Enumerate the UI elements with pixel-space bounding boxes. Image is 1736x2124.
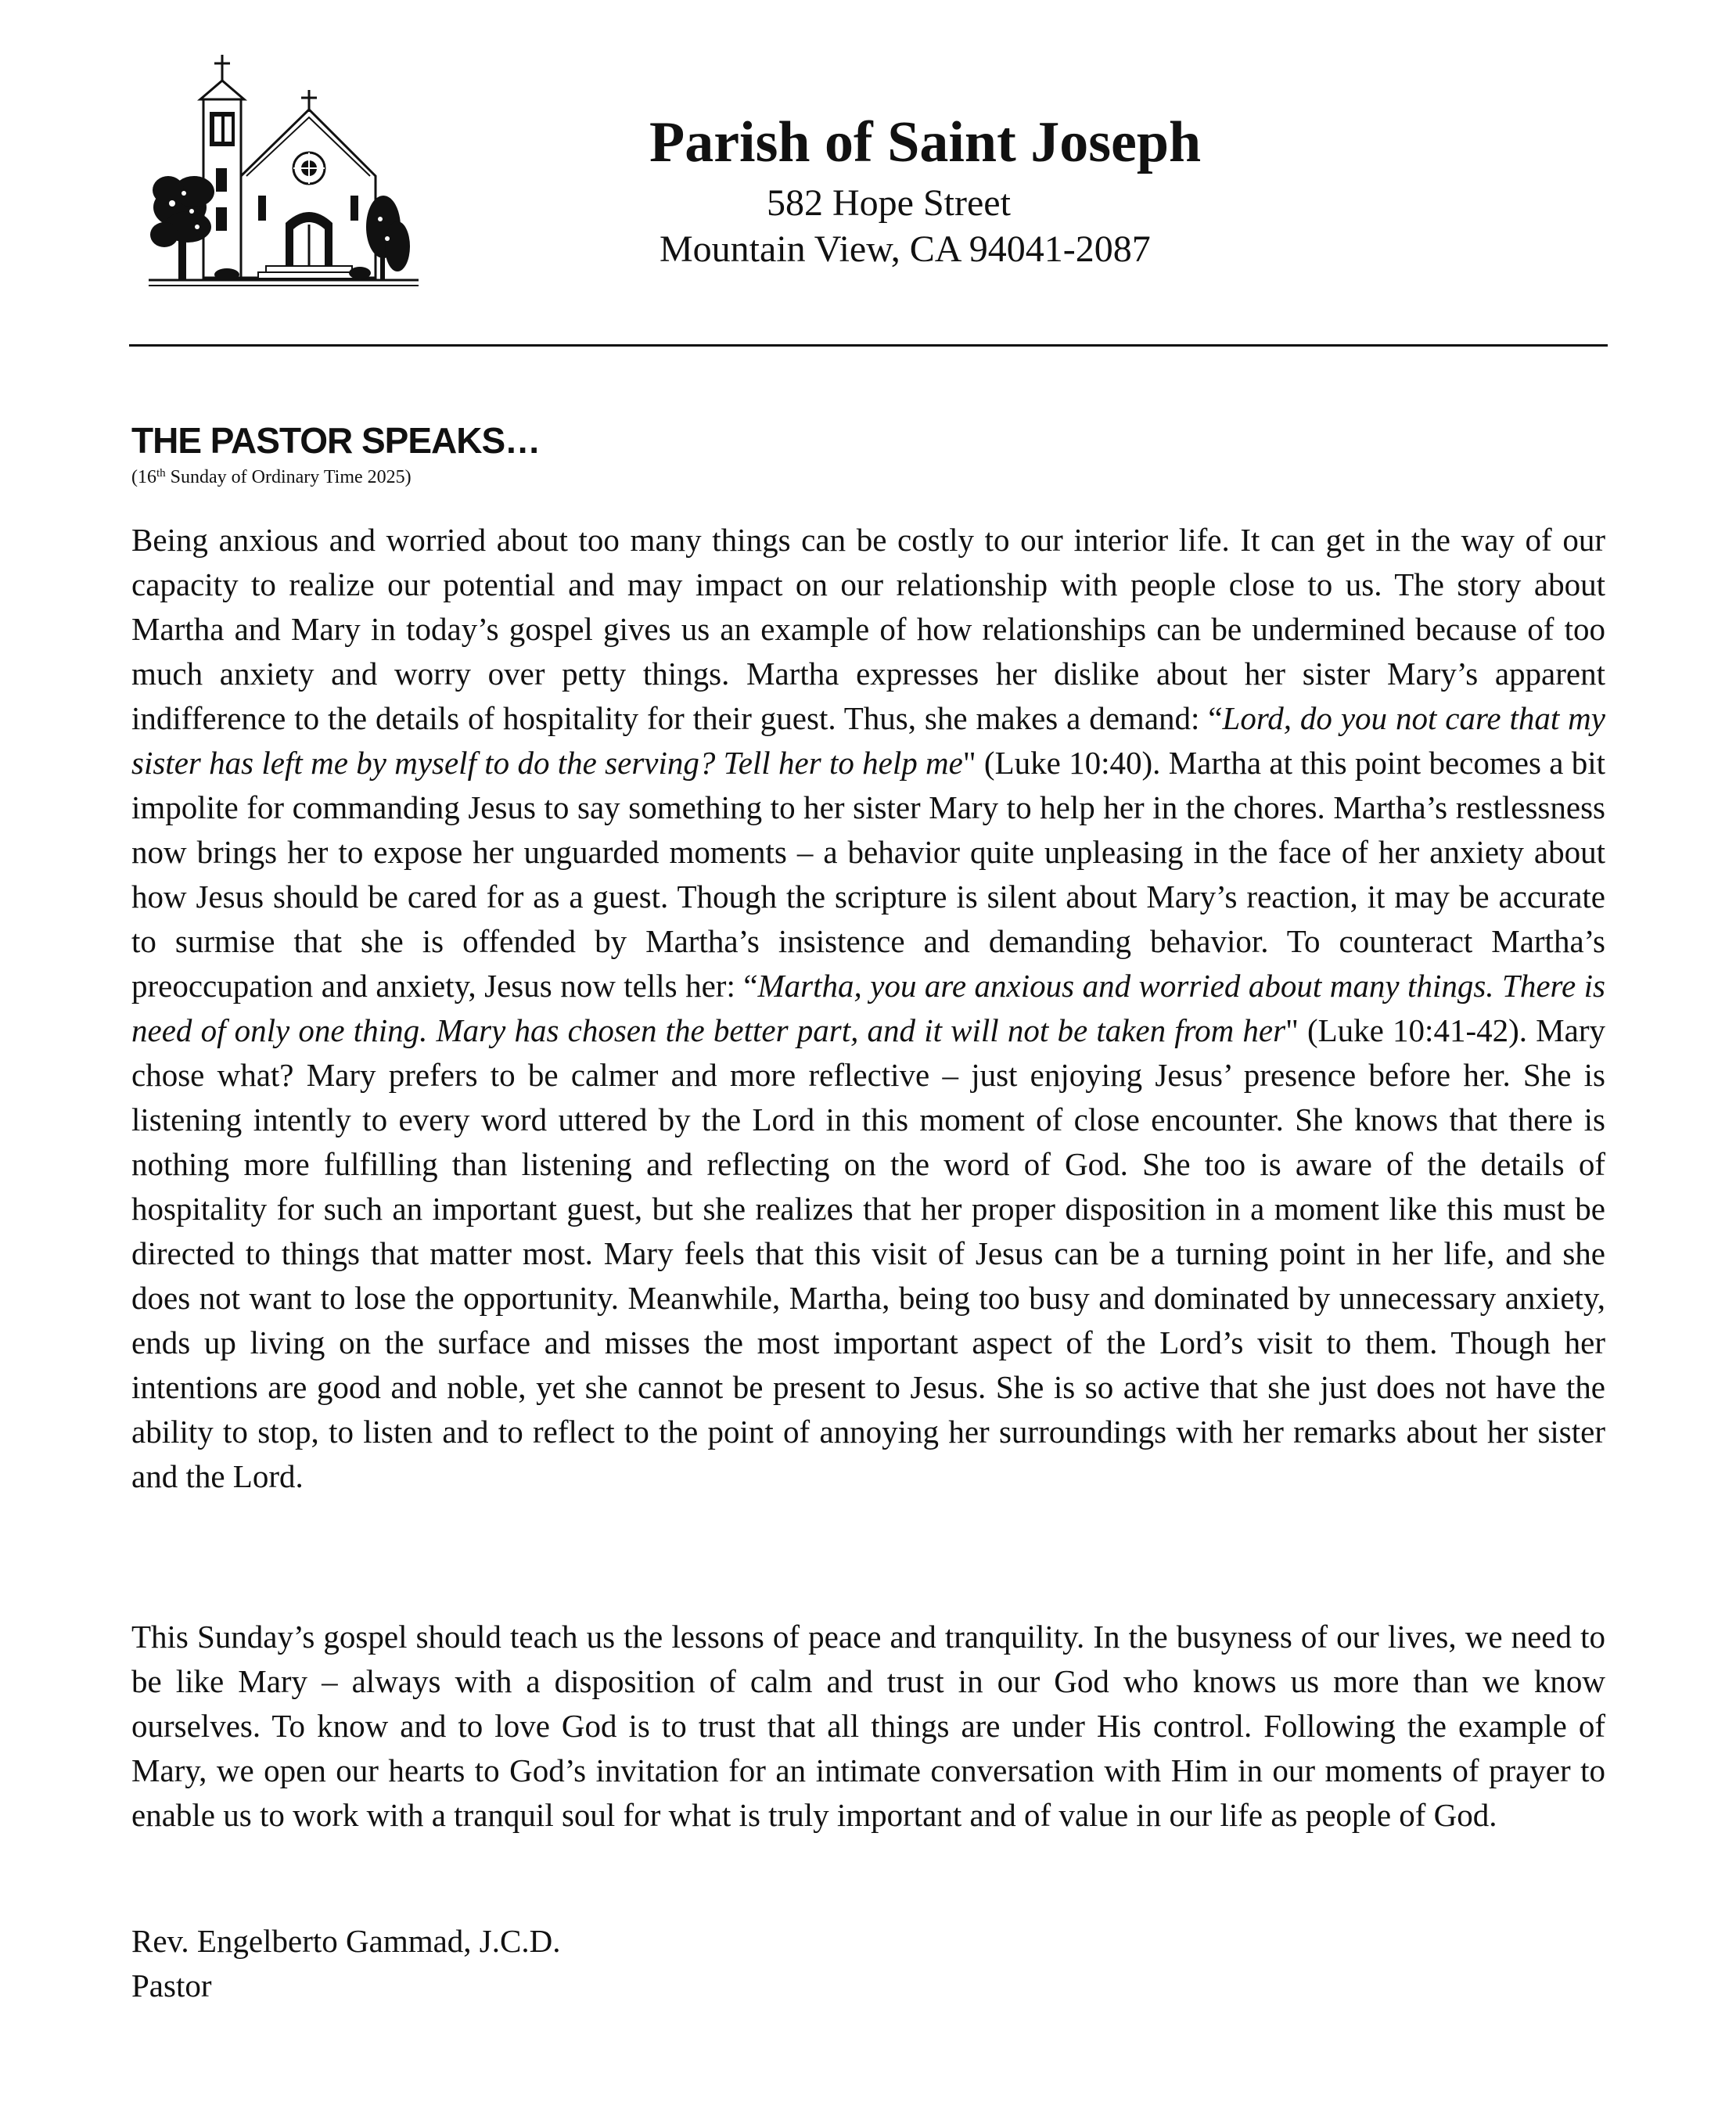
signature-title: Pastor	[131, 1968, 212, 2004]
signature-name: Rev. Engelberto Gammad, J.C.D.	[131, 1923, 561, 1959]
paragraph-1-text-b: " (Luke 10:40). Martha at this point becomes a bit impolite for commanding Jesus to say something to her sister Mary to help her in the chores. Martha’s restlessness now brings her to expose her unguarded moments – a behavior quite unpleasing in the face of her anxiety about how Jesus should be cared for as a guest. Though the scripture is silent about Mary’s reaction, it may be accurate to surmise that she is offended by Martha’s insistence and demanding behavior. To counteract Martha’s preoccupation and anxiety, Jesus now tells her: “	[131, 745, 1605, 1004]
article-subheading	[131, 468, 412, 487]
paragraph-1	[131, 518, 1605, 1499]
article-heading: THE PASTOR SPEAKS…	[131, 420, 541, 461]
header-divider	[129, 344, 1608, 347]
subheading-suffix: Sunday of Ordinary Time 2025)	[165, 467, 412, 487]
address-street: 582 Hope Street	[767, 182, 1011, 224]
scripture-quote-luke-10-41: Martha, you are anxious and worried about many things. There is need of only one thing. Mary has chosen the better part, and it will not be taken from her	[131, 968, 1605, 1048]
parish-name: Parish of Saint Joseph	[649, 110, 1202, 174]
scripture-quote-luke-10-40: Lord, do you not care that my sister has left me by myself to do the serving? Tell her to help me	[131, 700, 1605, 781]
subheading-ordinal-suffix: th	[156, 467, 166, 480]
paragraph-2: This Sunday’s gospel should teach us the lessons of peace and tranquility. In the busyness of our lives, we need to be like Mary – always with a disposition of calm and trust in our God who knows us more than we know ourselves. To know and to love God is to trust that all things are under His control. Following the example of Mary, we open our hearts to God’s invitation for an intimate conversation with Him in our moments of prayer to enable us to work with a tranquil soul for what is truly important and of value in our life as people of God.	[131, 1619, 1605, 1833]
subheading-prefix: (16	[131, 467, 156, 487]
church-icon	[149, 51, 419, 293]
signature-block	[131, 1919, 560, 2008]
paragraph-1-text-c: " (Luke 10:41-42). Mary chose what? Mary prefers to be calmer and more reflective – just enjoying Jesus’ presence before her. She is listening intently to every word uttered by the Lord in this moment of close encounter. She knows that there is nothing more fulfilling than listening and reflecting on the word of God. She too is aware of the details of hospitality for such an important guest, but she realizes that her proper disposition in a moment like this must be directed to things that matter most. Mary feels that this visit of Jesus can be a turning point in her life, and she does not want to lose the opportunity. Meanwhile, Martha, being too busy and dominated by unnecessary anxiety, ends up living on the surface and misses the most important aspect of the Lord’s visit to them. Though her intentions are good and noble, yet she cannot be present to Jesus. She is so active that she just does not have the ability to stop, to listen and to reflect to the point of annoying her surroundings with her remarks about her sister and the Lord.	[131, 1012, 1605, 1494]
paragraph-1-text-a: Being anxious and worried about too many things can be costly to our interior life. It can get in the way of our capacity to realize our potential and may impact on our relationship with people close to us. The story about Martha and Mary in today’s gospel gives us an example of how relationships can be undermined because of too much anxiety and worry over petty things. Martha expresses her dislike about her sister Mary’s apparent indifference to the details of hospitality for their guest. Thus, she makes a demand: “	[131, 522, 1605, 736]
address-city: Mountain View, CA 94041-2087	[660, 228, 1151, 270]
